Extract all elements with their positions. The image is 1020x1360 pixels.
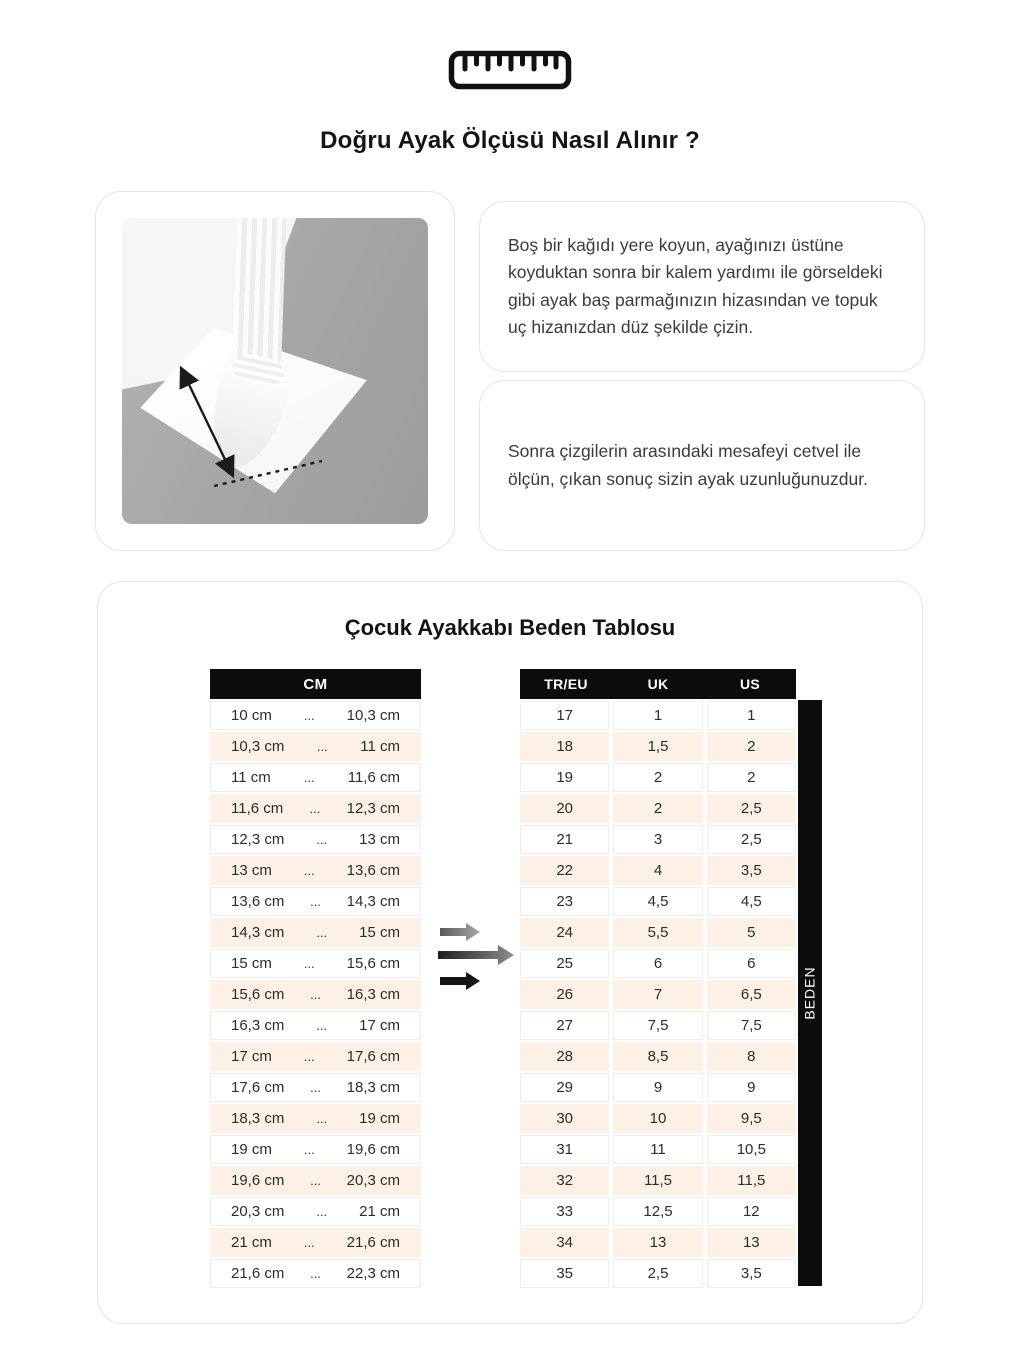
size-table-row xyxy=(520,980,796,1009)
page-header xyxy=(0,0,1020,155)
size-cell-treu: 28 xyxy=(520,1042,609,1071)
beden-vertical-bar xyxy=(798,700,822,1286)
cm-range-separator: ... xyxy=(316,832,328,847)
cm-range-end: 16,3 cm xyxy=(346,986,400,1003)
size-cell-uk: 4 xyxy=(613,856,702,885)
size-cell-us: 2,5 xyxy=(707,825,796,854)
size-cell-uk: 13 xyxy=(613,1228,702,1257)
cm-range-start: 14,3 cm xyxy=(231,924,285,941)
size-table-row xyxy=(520,825,796,854)
cm-range-start: 20,3 cm xyxy=(231,1203,285,1220)
cm-range-start: 15 cm xyxy=(231,955,272,972)
cm-range-separator: ... xyxy=(310,1173,321,1188)
cm-range-separator: ... xyxy=(310,894,321,909)
size-cell-treu: 20 xyxy=(520,794,609,823)
cm-range-end: 11,6 cm xyxy=(347,769,400,786)
size-table-row xyxy=(520,1228,796,1257)
cm-range-start: 15,6 cm xyxy=(231,986,285,1003)
cm-range-start: 13 cm xyxy=(231,862,272,879)
size-cell-us: 2 xyxy=(707,732,796,761)
size-cell-us: 9 xyxy=(707,1073,796,1102)
ruler-icon xyxy=(448,50,572,90)
size-cell-us: 2,5 xyxy=(707,794,796,823)
cm-range-start: 10 cm xyxy=(231,707,272,724)
size-cell-us: 6 xyxy=(707,949,796,978)
size-cell-treu: 32 xyxy=(520,1166,609,1195)
cm-range-start: 11 cm xyxy=(231,769,271,786)
cm-range-separator: ... xyxy=(303,863,315,878)
page-title: Doğru Ayak Ölçüsü Nasıl Alınır ? xyxy=(320,127,700,154)
cm-range-end: 10,3 cm xyxy=(346,707,400,724)
cm-range-end: 20,3 cm xyxy=(346,1172,400,1189)
cm-range-start: 13,6 cm xyxy=(231,893,285,910)
instruction-text-2: Sonra çizgilerin arasındaki mesafeyi cetvel ile ölçün, çıkan sonuç sizin ayak uzunluğunuzdur. xyxy=(508,441,868,489)
size-table-row xyxy=(520,887,796,916)
cm-range-end: 17,6 cm xyxy=(346,1048,400,1065)
cm-table-row xyxy=(210,1166,421,1195)
cm-range-separator: ... xyxy=(303,1142,315,1157)
size-table-row xyxy=(520,1042,796,1071)
cm-range-separator: ... xyxy=(310,1266,321,1281)
size-table-row xyxy=(520,1135,796,1164)
cm-table-header: CM xyxy=(210,669,421,699)
measure-arrow-icon xyxy=(122,218,428,524)
cm-table-row xyxy=(210,763,421,792)
size-table-row xyxy=(520,1197,796,1226)
size-table-row xyxy=(520,1259,796,1288)
size-cell-treu: 22 xyxy=(520,856,609,885)
size-cell-uk: 7 xyxy=(613,980,702,1009)
size-cell-uk: 2,5 xyxy=(613,1259,702,1288)
size-chart-panel xyxy=(97,581,923,1324)
cm-range-end: 21,6 cm xyxy=(346,1234,400,1251)
size-cell-us: 8 xyxy=(707,1042,796,1071)
size-cell-us: 7,5 xyxy=(707,1011,796,1040)
size-table-row xyxy=(520,1166,796,1195)
cm-range-start: 19 cm xyxy=(231,1141,272,1158)
size-cell-uk: 9 xyxy=(613,1073,702,1102)
size-table-header-treu: TR/EU xyxy=(544,676,588,692)
cm-range-end: 15,6 cm xyxy=(346,955,400,972)
cm-range-start: 16,3 cm xyxy=(231,1017,285,1034)
size-cell-uk: 11 xyxy=(613,1135,702,1164)
size-cell-us: 13 xyxy=(707,1228,796,1257)
size-cell-treu: 25 xyxy=(520,949,609,978)
size-cell-treu: 31 xyxy=(520,1135,609,1164)
size-table-header xyxy=(520,669,796,699)
cm-range-start: 11,6 cm xyxy=(231,800,284,817)
cm-range-end: 17 cm xyxy=(359,1017,400,1034)
cm-range-end: 13,6 cm xyxy=(346,862,400,879)
size-cell-treu: 34 xyxy=(520,1228,609,1257)
cm-table-row xyxy=(210,1259,421,1288)
cm-range-start: 17,6 cm xyxy=(231,1079,285,1096)
size-cell-uk: 2 xyxy=(613,794,702,823)
cm-table-row xyxy=(210,949,421,978)
size-cell-treu: 17 xyxy=(520,701,609,730)
size-table-body xyxy=(520,701,796,1288)
cm-table-row xyxy=(210,1135,421,1164)
cm-range-separator: ... xyxy=(310,987,321,1002)
cm-table-row xyxy=(210,1011,421,1040)
cm-range-separator: ... xyxy=(303,1235,315,1250)
instruction-section xyxy=(95,191,925,551)
cm-table-row xyxy=(210,825,421,854)
cm-range-end: 12,3 cm xyxy=(346,800,400,817)
cm-range-separator: ... xyxy=(303,1049,315,1064)
size-cell-uk: 2 xyxy=(613,763,702,792)
cm-range-separator: ... xyxy=(316,1111,328,1126)
cm-table-row xyxy=(210,856,421,885)
cm-range-separator: ... xyxy=(316,1204,328,1219)
size-cell-uk: 5,5 xyxy=(613,918,702,947)
size-cell-us: 3,5 xyxy=(707,856,796,885)
cm-range-separator: ... xyxy=(310,1080,321,1095)
cm-range-start: 21,6 cm xyxy=(231,1265,285,1282)
size-cell-uk: 6 xyxy=(613,949,702,978)
foot-measure-photo xyxy=(122,218,428,524)
size-table-row xyxy=(520,1073,796,1102)
size-cell-us: 12 xyxy=(707,1197,796,1226)
size-table-row xyxy=(520,949,796,978)
beden-label: BEDEN xyxy=(802,966,819,1020)
size-cell-treu: 26 xyxy=(520,980,609,1009)
size-table-row xyxy=(520,1011,796,1040)
size-cell-treu: 21 xyxy=(520,825,609,854)
size-cell-us: 4,5 xyxy=(707,887,796,916)
size-table-row xyxy=(520,732,796,761)
cm-range-end: 19 cm xyxy=(359,1110,400,1127)
cm-table-body xyxy=(210,701,421,1288)
size-cell-uk: 7,5 xyxy=(613,1011,702,1040)
size-cell-uk: 1 xyxy=(613,701,702,730)
size-cell-uk: 11,5 xyxy=(613,1166,702,1195)
size-cell-treu: 29 xyxy=(520,1073,609,1102)
cm-range-end: 19,6 cm xyxy=(346,1141,400,1158)
cm-range-separator: ... xyxy=(316,1018,328,1033)
instruction-text-1: Boş bir kağıdı yere koyun, ayağınızı üstüne koyduktan sonra bir kalem yardımı ile görseldeki gibi ayak baş parmağınızın hizasından ve topuk uç hizanızdan düz şekilde çizin. xyxy=(508,234,883,337)
size-chart-title: Çocuk Ayakkabı Beden Tablosu xyxy=(344,615,676,640)
cm-range-separator: ... xyxy=(309,801,321,816)
size-cell-treu: 24 xyxy=(520,918,609,947)
instruction-card-1 xyxy=(479,201,925,372)
size-cell-uk: 12,5 xyxy=(613,1197,702,1226)
cm-range-separator: ... xyxy=(303,956,315,971)
size-cell-us: 2 xyxy=(707,763,796,792)
size-cell-us: 3,5 xyxy=(707,1259,796,1288)
size-cell-treu: 35 xyxy=(520,1259,609,1288)
cm-range-start: 18,3 cm xyxy=(231,1110,285,1127)
size-cell-treu: 27 xyxy=(520,1011,609,1040)
cm-range-separator: ... xyxy=(316,739,328,754)
cm-table-row xyxy=(210,980,421,1009)
cm-range-end: 18,3 cm xyxy=(346,1079,400,1096)
cm-range-start: 21 cm xyxy=(231,1234,272,1251)
size-cell-treu: 19 xyxy=(520,763,609,792)
cm-range-end: 22,3 cm xyxy=(346,1265,400,1282)
cm-table-row xyxy=(210,1228,421,1257)
cm-range-start: 19,6 cm xyxy=(231,1172,285,1189)
size-table-header-uk: UK xyxy=(647,676,669,692)
instruction-card-2 xyxy=(479,380,925,551)
size-cell-us: 9,5 xyxy=(707,1104,796,1133)
size-table-row xyxy=(520,794,796,823)
size-cell-us: 5 xyxy=(707,918,796,947)
cm-table-row xyxy=(210,918,421,947)
size-cell-us: 6,5 xyxy=(707,980,796,1009)
size-cell-us: 10,5 xyxy=(707,1135,796,1164)
size-cell-uk: 3 xyxy=(613,825,702,854)
foot-measure-photo-card xyxy=(95,191,455,551)
cm-table-row xyxy=(210,887,421,916)
size-table-row xyxy=(520,763,796,792)
cm-range-start: 12,3 cm xyxy=(231,831,285,848)
cm-range-end: 21 cm xyxy=(359,1203,400,1220)
cm-table-row xyxy=(210,1042,421,1071)
size-cell-treu: 18 xyxy=(520,732,609,761)
size-table-row xyxy=(520,701,796,730)
cm-range-end: 13 cm xyxy=(359,831,400,848)
size-cell-uk: 4,5 xyxy=(613,887,702,916)
cm-range-end: 15 cm xyxy=(359,924,400,941)
cm-range-end: 11 cm xyxy=(360,738,400,755)
transfer-arrows-icon xyxy=(438,918,518,994)
cm-table xyxy=(210,669,421,1288)
size-cell-treu: 33 xyxy=(520,1197,609,1226)
cm-table-row xyxy=(210,701,421,730)
cm-range-separator: ... xyxy=(303,770,315,785)
cm-range-start: 17 cm xyxy=(231,1048,272,1065)
cm-table-row xyxy=(210,732,421,761)
cm-range-end: 14,3 cm xyxy=(346,893,400,910)
size-table-row xyxy=(520,918,796,947)
size-table-header-us: US xyxy=(739,676,761,692)
size-cell-treu: 23 xyxy=(520,887,609,916)
cm-table-row xyxy=(210,1073,421,1102)
size-table-row xyxy=(520,856,796,885)
size-cell-uk: 8,5 xyxy=(613,1042,702,1071)
size-cell-treu: 30 xyxy=(520,1104,609,1133)
size-table xyxy=(520,669,796,1288)
cm-table-row xyxy=(210,1197,421,1226)
cm-range-start: 10,3 cm xyxy=(231,738,285,755)
cm-range-separator: ... xyxy=(303,708,315,723)
cm-table-row xyxy=(210,794,421,823)
size-cell-uk: 10 xyxy=(613,1104,702,1133)
cm-table-row xyxy=(210,1104,421,1133)
cm-range-separator: ... xyxy=(316,925,328,940)
size-cell-us: 1 xyxy=(707,701,796,730)
size-cell-us: 11,5 xyxy=(707,1166,796,1195)
size-table-row xyxy=(520,1104,796,1133)
size-cell-uk: 1,5 xyxy=(613,732,702,761)
